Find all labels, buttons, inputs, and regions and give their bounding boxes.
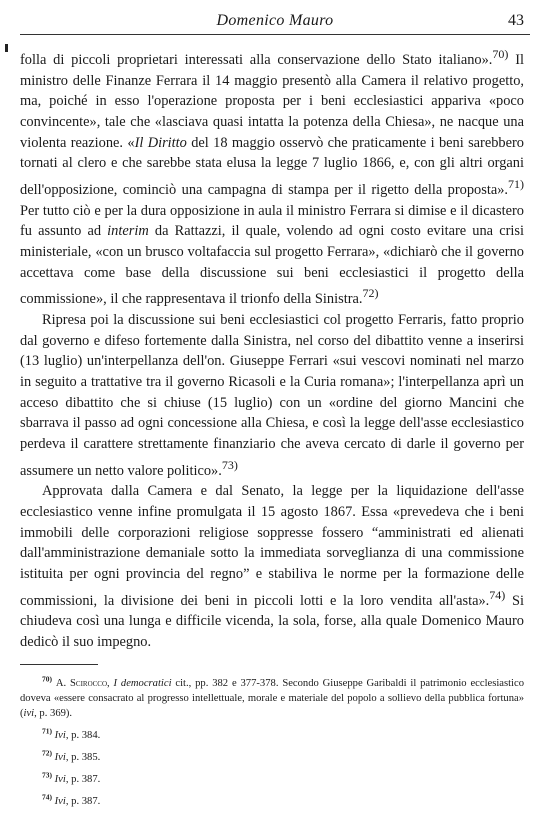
footnote-number: 70)	[42, 674, 52, 684]
footnote-work-title: I democratici	[113, 678, 172, 689]
footnote-text: , p. 369).	[34, 708, 73, 719]
paragraph-3	[20, 481, 524, 652]
paragraph-2	[20, 310, 524, 481]
text-run: Per tutto ciò e per la dura opposizione in aula il ministro Ferrara si dimise e il dicastero fu assunto ad	[20, 202, 524, 240]
text-run: Ripresa poi la discussione sui beni ecclesiastici col progetto Ferraris, fatto proprio dal governo e difeso fortemente dalla Sinistra, nel corso del dibattito venne a inserirsi (13 luglio) un'interpellanza dell'on. Giuseppe Ferrari «sui vescovi nominati nel marzo in seguito a trattative tra il governo Ricasoli e la Curia romana»; l'interpellanza aprì un acceso dibattito che si chiuse (15 luglio) con un «ordine del giorno Mancini che sbarrava il passo ad ogni concessione alla Chiesa, e così la legge dell'asse ecclesiastico perdeva il carattere strettamente finanziario che aveva cercato di darle il governo per assumere un netto valore politico».	[20, 311, 524, 479]
running-title: Domenico Mauro	[216, 12, 334, 29]
page-header	[20, 10, 530, 35]
footnote-70	[20, 676, 524, 721]
footnote-ivi: Ivi	[54, 730, 66, 741]
footnote-author: A. Scirocco,	[55, 678, 110, 689]
footnote-page: , p. 387.	[65, 796, 101, 807]
footnote-page: , p. 385.	[65, 752, 101, 763]
footnote-ref-74[interactable]: 74)	[489, 587, 506, 602]
footnote-72	[20, 750, 524, 765]
footnote-number: 73)	[42, 770, 52, 780]
footnote-page: , p. 387.	[65, 774, 101, 785]
footnote-number: 71)	[42, 726, 52, 736]
footnote-ivi: ivi	[23, 708, 35, 719]
footnote-page: , p. 384.	[65, 730, 101, 741]
footnote-ref-71[interactable]: 71)	[508, 177, 524, 192]
footnote-74	[20, 794, 524, 809]
footnote-ref-72[interactable]: 72)	[362, 286, 379, 301]
text-run: Si chiudeva così una lunga e difficile vicenda, la sola, forse, alla quale Domenico Mauro dedicò il suo impegno.	[20, 592, 525, 650]
paragraph-1	[20, 44, 524, 310]
footnote-73	[20, 772, 524, 787]
footnote-ref-70[interactable]: 70)	[492, 47, 509, 61]
page-number: 43	[508, 12, 524, 29]
footnote-text: cit., pp. 382 e 377-378. Secondo Giuseppe Garibaldi il patrimonio ecclesiastico doveva «essere consacrato al progresso intellettuale, morale e materiale del popolo a sollievo della pubblica fortuna» (	[20, 678, 524, 719]
body-text	[20, 44, 524, 653]
newspaper-title: Il Diritto	[134, 134, 187, 151]
text-run: del 18 maggio osservò che praticamente i beni sarebbero tornati al clero e che sarebbe stata elusa la legge 7 luglio 1866, e, con gli altri organi dell'opposizione, cominciò una campagna di stampa per il rigetto della proposta».	[20, 134, 524, 198]
italic-term: interim	[107, 223, 149, 240]
text-run: Il ministro delle Finanze Ferrara il 14 maggio presentò alla Camera il relativo progetto, ma, poiché in esso l'operazione proposta per i beni ecclesiastici appariva «poco convincente», tale che «lasciava quasi intatta la potenza della Chiesa», ne nacque una violenta reazione. «	[20, 51, 524, 151]
footnote-ivi: Ivi	[54, 774, 66, 785]
footnote-ref-73[interactable]: 73)	[221, 457, 238, 472]
footnote-71	[20, 728, 524, 743]
text-run: da Rattazzi, il quale, volendo ad ogni costo evitare una crisi ministeriale, «con un brusco voltafaccia sul progetto Ferrara», «dichiarò che il governo accettava come base della discussione sui beni ecclesiastici il progetto della commissione», il che rappresentava il trionfo della Sinistra.	[20, 223, 524, 308]
footnote-number: 72)	[42, 748, 52, 758]
footnote-divider	[20, 664, 98, 665]
footnotes	[20, 676, 524, 816]
text-run: Approvata dalla Camera e dal Senato, la legge per la liquidazione dell'asse ecclesiastico venne infine promulgata il 15 agosto 1867. Essa «prevedeva che i beni immobili delle corporazioni religiose soppresse fossero “amministrati ed alienati dall'amministrazione demaniale sotto la immediata sorveglianza di una commissione istituita per ogni provincia del regno” e stabiliva le norme per la formazione delle commissioni, la divisione dei beni in piccoli lotti e la loro vendita all'asta».	[20, 483, 524, 609]
footnote-ivi: Ivi	[54, 796, 66, 807]
footnote-number: 74)	[42, 792, 52, 802]
text-run: folla di piccoli proprietari interessati alla conservazione dello Stato italiano».	[20, 51, 493, 68]
footnote-ivi: Ivi	[54, 752, 66, 763]
margin-mark	[5, 44, 8, 52]
